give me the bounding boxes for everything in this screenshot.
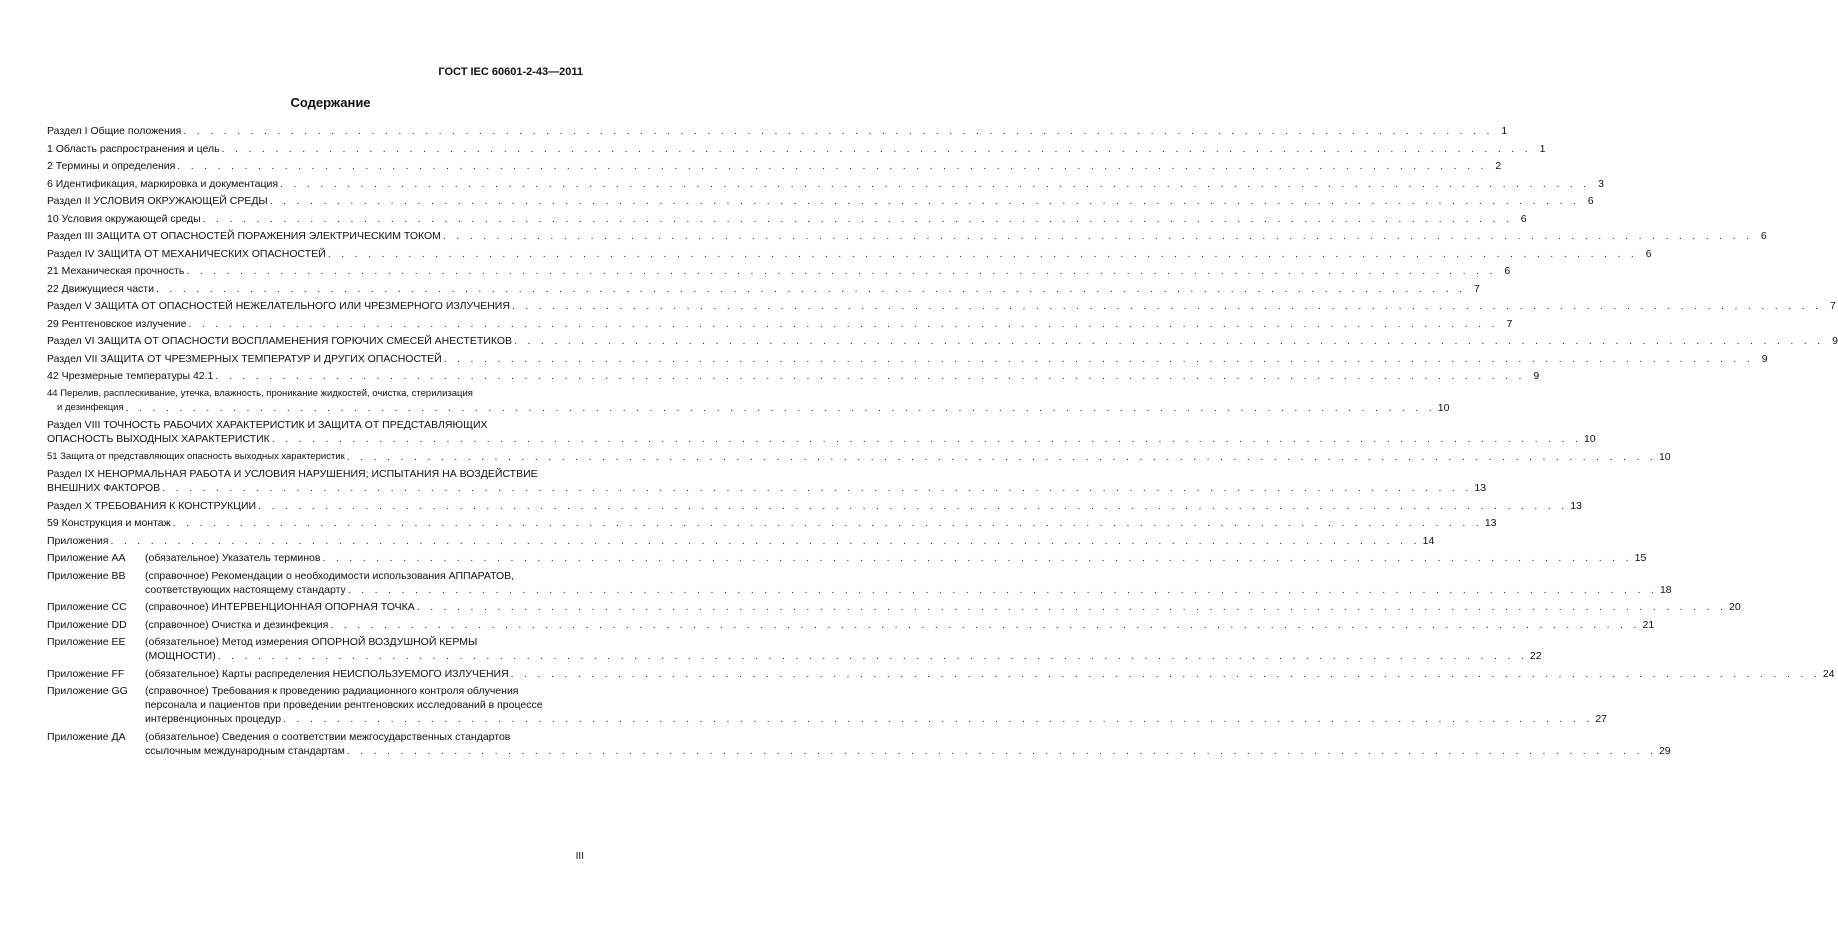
entry-page-number: 18	[1659, 583, 1672, 596]
toc-entry	[47, 177, 1604, 191]
entry-title: (справочное) ИНТЕРВЕНЦИОННАЯ ОПОРНАЯ ТОЧКА	[145, 601, 415, 613]
entry-page-number: 6	[1520, 212, 1527, 225]
dot-leader: . . . . . . . . . . . . . . . . . . . . . . . . . . . . . . . . . . . . . . . . . . . . . . . . . . . . . . . . . . . . . . . . . . . . . . . . . . . . . . . . . . . . . . . . . . . . . . . . . .	[443, 352, 1754, 365]
entry-page-number: 9	[1761, 352, 1768, 365]
entry-page-number: 6	[1504, 265, 1511, 277]
dot-leader: . . . . . . . . . . . . . . . . . . . . . . . . . . . . . . . . . . . . . . . . . . . . . . . . . . . . . . . . . . . . . . . . . . . . . . . . . . . . . . . . . . . . . . . . . . . . . . . . . .	[221, 142, 1532, 155]
toc-entry	[47, 247, 1652, 261]
annex-label: Приложение ВВ	[47, 569, 126, 582]
dot-leader: . . . . . . . . . . . . . . . . . . . . . . . . . . . . . . . . . . . . . . . . . . . . . . . . . . . . . . . . . . . . . . . . . . . . . . . . . . . . . . . . . . . . . . . . . . . . . . . . . .	[347, 583, 1658, 596]
entry-title: (обязательное) Указатель терминов	[145, 552, 321, 564]
entry-page-number: 6	[1760, 230, 1767, 242]
entry-page-number: 20	[1728, 601, 1741, 613]
entry-title: и дезинфекция	[57, 401, 124, 413]
dot-leader: . . . . . . . . . . . . . . . . . . . . . . . . . . . . . . . . . . . . . . . . . . . . . . . . . . . . . . . . . . . . . . . . . . . . . . . . . . . . . . . . . . . . . . . . . . . . . . . . . .	[162, 482, 1473, 494]
table-of-contents	[47, 124, 1838, 761]
entry-page-number: 21	[1642, 618, 1655, 631]
entry-page-number: 14	[1422, 534, 1435, 547]
entry-page-number: 22	[1529, 650, 1542, 662]
dot-leader: . . . . . . . . . . . . . . . . . . . . . . . . . . . . . . . . . . . . . . . . . . . . . . . . . . . . . . . . . . . . . . . . . . . . . . . . . . . . . . . . . . . . . . . . . . . . . . . . . .	[258, 499, 1568, 512]
annex-label: Приложение СС	[47, 601, 127, 613]
dot-leader: . . . . . . . . . . . . . . . . . . . . . . . . . . . . . . . . . . . . . . . . . . . . . . . . . . . . . . . . . . . . . . . . . . . . . . . . . . . . . . . . . . . . . . . . . . . . . . . . . .	[172, 517, 1483, 529]
entry-page-number: 6	[1587, 195, 1594, 207]
entry-page-number: 6	[1645, 247, 1652, 260]
entry-title: (МОЩНОСТИ)	[145, 650, 216, 662]
toc-annex-entry	[47, 618, 1655, 632]
toc-entry	[47, 450, 1671, 464]
document-id: ГОСТ IEC 60601-2-43—2011	[438, 66, 583, 78]
dot-leader: . . . . . . . . . . . . . . . . . . . . . . . . . . . . . . . . . . . . . . . . . . . . . . . . . . . . . . . . . . . . . . . . . . . . . . . . . . . . . . . . . . . . . . . . . . . . . . . . . .	[186, 265, 1497, 277]
toc-entry	[47, 212, 1527, 226]
entry-page-number: 1	[1501, 125, 1508, 137]
toc-entry	[47, 467, 1487, 495]
entry-title-line: (обязательное) Сведения о соответствии межгосударственных стандартов	[145, 730, 511, 743]
entry-title-line: 44 Перелив, расплескивание, утечка, влажность, проникание жидкостей, очистка, стерилизация	[47, 387, 473, 399]
entry-title: Раздел IV ЗАЩИТА ОТ МЕХАНИЧЕСКИХ ОПАСНОСТЕЙ	[47, 247, 326, 260]
dot-leader: . . . . . . . . . . . . . . . . . . . . . . . . . . . . . . . . . . . . . . . . . . . . . . . . . . . . . . . . . . . . . . . . . . . . . . . . . . . . . . . . . . . . . . . . . . . . . . . . . .	[183, 125, 1494, 137]
toc-entry	[47, 534, 1435, 548]
entry-page-number: 9	[1533, 370, 1540, 382]
entry-page-number: 27	[1595, 713, 1607, 725]
entry-title: 1 Область распространения и цель	[47, 142, 220, 155]
entry-page-number: 7	[1506, 317, 1513, 330]
annex-label: Приложение FF	[47, 667, 125, 680]
entry-title-line: (справочное) Рекомендации о необходимости использования АППАРАТОВ,	[145, 569, 515, 582]
toc-annex-entry	[47, 667, 1835, 681]
toc-entry	[47, 299, 1836, 313]
dot-leader: . . . . . . . . . . . . . . . . . . . . . . . . . . . . . . . . . . . . . . . . . . . . . . . . . . . . . . . . . . . . . . . . . . . . . . . . . . . . . . . . . . . . . . . . . . . . . . . . . .	[217, 650, 1528, 662]
entry-title: Раздел VII ЗАЩИТА ОТ ЧРЕЗМЕРНЫХ ТЕМПЕРАТУР И ДРУГИХ ОПАСНОСТЕЙ	[47, 352, 442, 365]
dot-leader: . . . . . . . . . . . . . . . . . . . . . . . . . . . . . . . . . . . . . . . . . . . . . . . . . . . . . . . . . . . . . . . . . . . . . . . . . . . . . . . . . . . . . . . . . . . . . . . . . .	[155, 282, 1466, 295]
entry-page-number: 2	[1495, 160, 1502, 172]
entry-title: (обязательное) Карты распределения НЕИСПОЛЬЗУЕМОГО ИЗЛУЧЕНИЯ	[145, 667, 509, 680]
annex-label: Приложение АА	[47, 552, 126, 564]
dot-leader: . . . . . . . . . . . . . . . . . . . . . . . . . . . . . . . . . . . . . . . . . . . . . . . . . . . . . . . . . . . . . . . . . . . . . . . . . . . . . . . . . . . . . . . . . . . . . . . . . .	[188, 317, 1499, 330]
toc-annex-entry	[47, 600, 1741, 614]
dot-leader: . . . . . . . . . . . . . . . . . . . . . . . . . . . . . . . . . . . . . . . . . . . . . . . . . . . . . . . . . . . . . . . . . . . . . . . . . . . . . . . . . . . . . . . . . . . . . . . . . .	[346, 450, 1657, 463]
entry-title: 29 Рентгеновское излучение	[47, 317, 187, 330]
annex-label: Приложение ЕЕ	[47, 636, 126, 648]
entry-title: 22 Движущиеся части	[47, 282, 154, 295]
entry-title: Раздел X ТРЕБОВАНИЯ К КОНСТРУКЦИИ	[47, 499, 257, 512]
toc-annex-entry	[47, 551, 1647, 565]
entry-page-number: 1	[1539, 142, 1546, 155]
entry-page-number: 3	[1598, 177, 1604, 190]
dot-leader: . . . . . . . . . . . . . . . . . . . . . . . . . . . . . . . . . . . . . . . . . . . . . . . . . . . . . . . . . . . . . . . . . . . . . . . . . . . . . . . . . . . . . . . . . . . . . . . . . .	[322, 552, 1633, 564]
entry-title-line: (справочное) Требования к проведению радиационного контроля облучения	[145, 685, 519, 697]
dot-leader: . . . . . . . . . . . . . . . . . . . . . . . . . . . . . . . . . . . . . . . . . . . . . . . . . . . . . . . . . . . . . . . . . . . . . . . . . . . . . . . . . . . . . . . . . . . . . . . . . .	[269, 195, 1580, 207]
dot-leader: . . . . . . . . . . . . . . . . . . . . . . . . . . . . . . . . . . . . . . . . . . . . . . . . . . . . . . . . . . . . . . . . . . . . . . . . . . . . . . . . . . . . . . . . . . . . . . . . . .	[416, 601, 1727, 613]
toc-entry	[47, 264, 1511, 278]
entry-page-number: 24	[1822, 667, 1835, 680]
toc-entry	[47, 124, 1508, 138]
entry-title-line: Раздел VIII ТОЧНОСТЬ РАБОЧИХ ХАРАКТЕРИСТИК И ЗАЩИТА ОТ ПРЕДСТАВЛЯЮЩИХ	[47, 419, 488, 431]
entry-title: ВНЕШНИХ ФАКТОРОВ	[47, 482, 161, 494]
entry-title: (справочное) Очистка и дезинфекция	[145, 618, 329, 631]
toc-entry	[47, 282, 1480, 296]
annex-label: Приложение DD	[47, 618, 127, 631]
entry-page-number: 10	[1437, 401, 1450, 414]
entry-title: 2 Термины и определения	[47, 160, 176, 172]
dot-leader: . . . . . . . . . . . . . . . . . . . . . . . . . . . . . . . . . . . . . . . . . . . . . . . . . . . . . . . . . . . . . . . . . . . . . . . . . . . . . . . . . . . . . . . . . . . . . . . . . .	[125, 401, 1436, 414]
entry-page-number: 10	[1583, 433, 1596, 445]
entry-title: интервенционных процедур	[145, 713, 282, 725]
dot-leader: . . . . . . . . . . . . . . . . . . . . . . . . . . . . . . . . . . . . . . . . . . . . . . . . . . . . . . . . . . . . . . . . . . . . . . . . . . . . . . . . . . . . . . . . . . . . . . . . . .	[442, 230, 1753, 242]
annex-label: Приложение GG	[47, 685, 128, 697]
entry-title: 21 Механическая прочность	[47, 265, 185, 277]
toc-entries	[47, 124, 1838, 548]
entry-title: Раздел III ЗАЩИТА ОТ ОПАСНОСТЕЙ ПОРАЖЕНИЯ ЭЛЕКТРИЧЕСКИМ ТОКОМ	[47, 230, 441, 242]
toc-entry	[47, 418, 1596, 446]
entry-title: Раздел VI ЗАЩИТА ОТ ОПАСНОСТИ ВОСПЛАМЕНЕНИЯ ГОРЮЧИХ СМЕСЕЙ АНЕСТЕТИКОВ	[47, 335, 513, 347]
entry-title: соответствующих настоящему стандарту	[145, 583, 346, 596]
toc-entry	[47, 334, 1838, 348]
entry-title: 6 Идентификация, маркировка и документация	[47, 177, 279, 190]
annex-label: Приложение ДА	[47, 730, 126, 743]
dot-leader: . . . . . . . . . . . . . . . . . . . . . . . . . . . . . . . . . . . . . . . . . . . . . . . . . . . . . . . . . . . . . . . . . . . . . . . . . . . . . . . . . . . . . . . . . . . . . . . . . .	[215, 370, 1526, 382]
toc-annex-entry	[47, 730, 1671, 758]
dot-leader: . . . . . . . . . . . . . . . . . . . . . . . . . . . . . . . . . . . . . . . . . . . . . . . . . . . . . . . . . . . . . . . . . . . . . . . . . . . . . . . . . . . . . . . . . . . . . . . . . .	[271, 433, 1582, 445]
entry-page-number: 29	[1658, 744, 1671, 757]
entry-page-number: 9	[1832, 335, 1838, 347]
toc-entry	[47, 317, 1513, 331]
toc-entry	[47, 516, 1497, 530]
toc-annex-entry	[47, 635, 1542, 663]
toc-annex-entry	[47, 569, 1672, 597]
dot-leader: . . . . . . . . . . . . . . . . . . . . . . . . . . . . . . . . . . . . . . . . . . . . . . . . . . . . . . . . . . . . . . . . . . . . . . . . . . . . . . . . . . . . . . . . . . . . . . . . . .	[280, 177, 1590, 190]
entry-title-line: персонала и пациентов при проведении рентгеновских исследований в процессе	[145, 699, 543, 711]
toc-entry	[47, 142, 1546, 156]
entry-page-number: 15	[1634, 552, 1647, 564]
dot-leader: . . . . . . . . . . . . . . . . . . . . . . . . . . . . . . . . . . . . . . . . . . . . . . . . . . . . . . . . . . . . . . . . . . . . . . . . . . . . . . . . . . . . . . . . . . . . . . . . . .	[514, 335, 1824, 347]
dot-leader: . . . . . . . . . . . . . . . . . . . . . . . . . . . . . . . . . . . . . . . . . . . . . . . . . . . . . . . . . . . . . . . . . . . . . . . . . . . . . . . . . . . . . . . . . . . . . . . . . .	[202, 212, 1513, 225]
entry-title: 51 Защита от представляющих опасность выходных характеристик	[47, 450, 345, 462]
entry-title: 42 Чрезмерные температуры 42.1	[47, 370, 214, 382]
dot-leader: . . . . . . . . . . . . . . . . . . . . . . . . . . . . . . . . . . . . . . . . . . . . . . . . . . . . . . . . . . . . . . . . . . . . . . . . . . . . . . . . . . . . . . . . . . . . . . . . . .	[346, 744, 1657, 757]
toc-entry	[47, 352, 1768, 366]
entry-page-number: 13	[1484, 517, 1497, 529]
entry-page-number: 10	[1658, 450, 1671, 463]
dot-leader: . . . . . . . . . . . . . . . . . . . . . . . . . . . . . . . . . . . . . . . . . . . . . . . . . . . . . . . . . . . . . . . . . . . . . . . . . . . . . . . . . . . . . . . . . . . . . . . . . .	[110, 534, 1421, 547]
dot-leader: . . . . . . . . . . . . . . . . . . . . . . . . . . . . . . . . . . . . . . . . . . . . . . . . . . . . . . . . . . . . . . . . . . . . . . . . . . . . . . . . . . . . . . . . . . . . . . . . . .	[177, 160, 1488, 172]
toc-entry	[47, 159, 1502, 173]
entry-title-line: Раздел IX НЕНОРМАЛЬНАЯ РАБОТА И УСЛОВИЯ НАРУШЕНИЯ; ИСПЫТАНИЯ НА ВОЗДЕЙСТВИЕ	[47, 468, 538, 480]
toc-annexes	[47, 551, 1835, 758]
toc-entry	[47, 387, 1450, 415]
entry-title: ОПАСНОСТЬ ВЫХОДНЫХ ХАРАКТЕРИСТИК	[47, 433, 270, 445]
entry-title: 10 Условия окружающей среды	[47, 212, 201, 225]
entry-title: Раздел I Общие положения	[47, 125, 182, 137]
dot-leader: . . . . . . . . . . . . . . . . . . . . . . . . . . . . . . . . . . . . . . . . . . . . . . . . . . . . . . . . . . . . . . . . . . . . . . . . . . . . . . . . . . . . . . . . . . . . . . . . . .	[283, 713, 1593, 725]
dot-leader: . . . . . . . . . . . . . . . . . . . . . . . . . . . . . . . . . . . . . . . . . . . . . . . . . . . . . . . . . . . . . . . . . . . . . . . . . . . . . . . . . . . . . . . . . . . . . . . . . .	[511, 300, 1822, 312]
toc-entry	[47, 499, 1582, 513]
toc-annex-entry	[47, 684, 1607, 726]
dot-leader: . . . . . . . . . . . . . . . . . . . . . . . . . . . . . . . . . . . . . . . . . . . . . . . . . . . . . . . . . . . . . . . . . . . . . . . . . . . . . . . . . . . . . . . . . . . . . . . . . .	[327, 247, 1638, 260]
dot-leader: . . . . . . . . . . . . . . . . . . . . . . . . . . . . . . . . . . . . . . . . . . . . . . . . . . . . . . . . . . . . . . . . . . . . . . . . . . . . . . . . . . . . . . . . . . . . . . . . . .	[330, 618, 1641, 631]
toc-entry	[47, 194, 1594, 208]
entry-page-number: 13	[1474, 482, 1487, 494]
toc-entry	[47, 229, 1767, 243]
entry-title: Раздел V ЗАЩИТА ОТ ОПАСНОСТЕЙ НЕЖЕЛАТЕЛЬНОГО ИЛИ ЧРЕЗМЕРНОГО ИЗЛУЧЕНИЯ	[47, 300, 510, 312]
entry-page-number: 7	[1474, 282, 1480, 295]
entry-page-number: 7	[1829, 300, 1836, 312]
dot-leader: . . . . . . . . . . . . . . . . . . . . . . . . . . . . . . . . . . . . . . . . . . . . . . . . . . . . . . . . . . . . . . . . . . . . . . . . . . . . . . . . . . . . . . . . . . . . . . . . . .	[510, 667, 1821, 680]
page-title: Содержание	[290, 95, 371, 110]
entry-title: ссылочным международным стандартам	[145, 744, 345, 757]
page-number: III	[575, 851, 584, 862]
entry-title: 59 Конструкция и монтаж	[47, 517, 171, 529]
entry-page-number: 13	[1570, 499, 1582, 512]
entry-title: Приложения	[47, 534, 109, 547]
toc-entry	[47, 369, 1540, 383]
entry-title-line: (обязательное) Метод измерения ОПОРНОЙ ВОЗДУШНОЙ КЕРМЫ	[145, 636, 478, 648]
entry-title: Раздел II УСЛОВИЯ ОКРУЖАЮЩЕЙ СРЕДЫ	[47, 195, 268, 207]
